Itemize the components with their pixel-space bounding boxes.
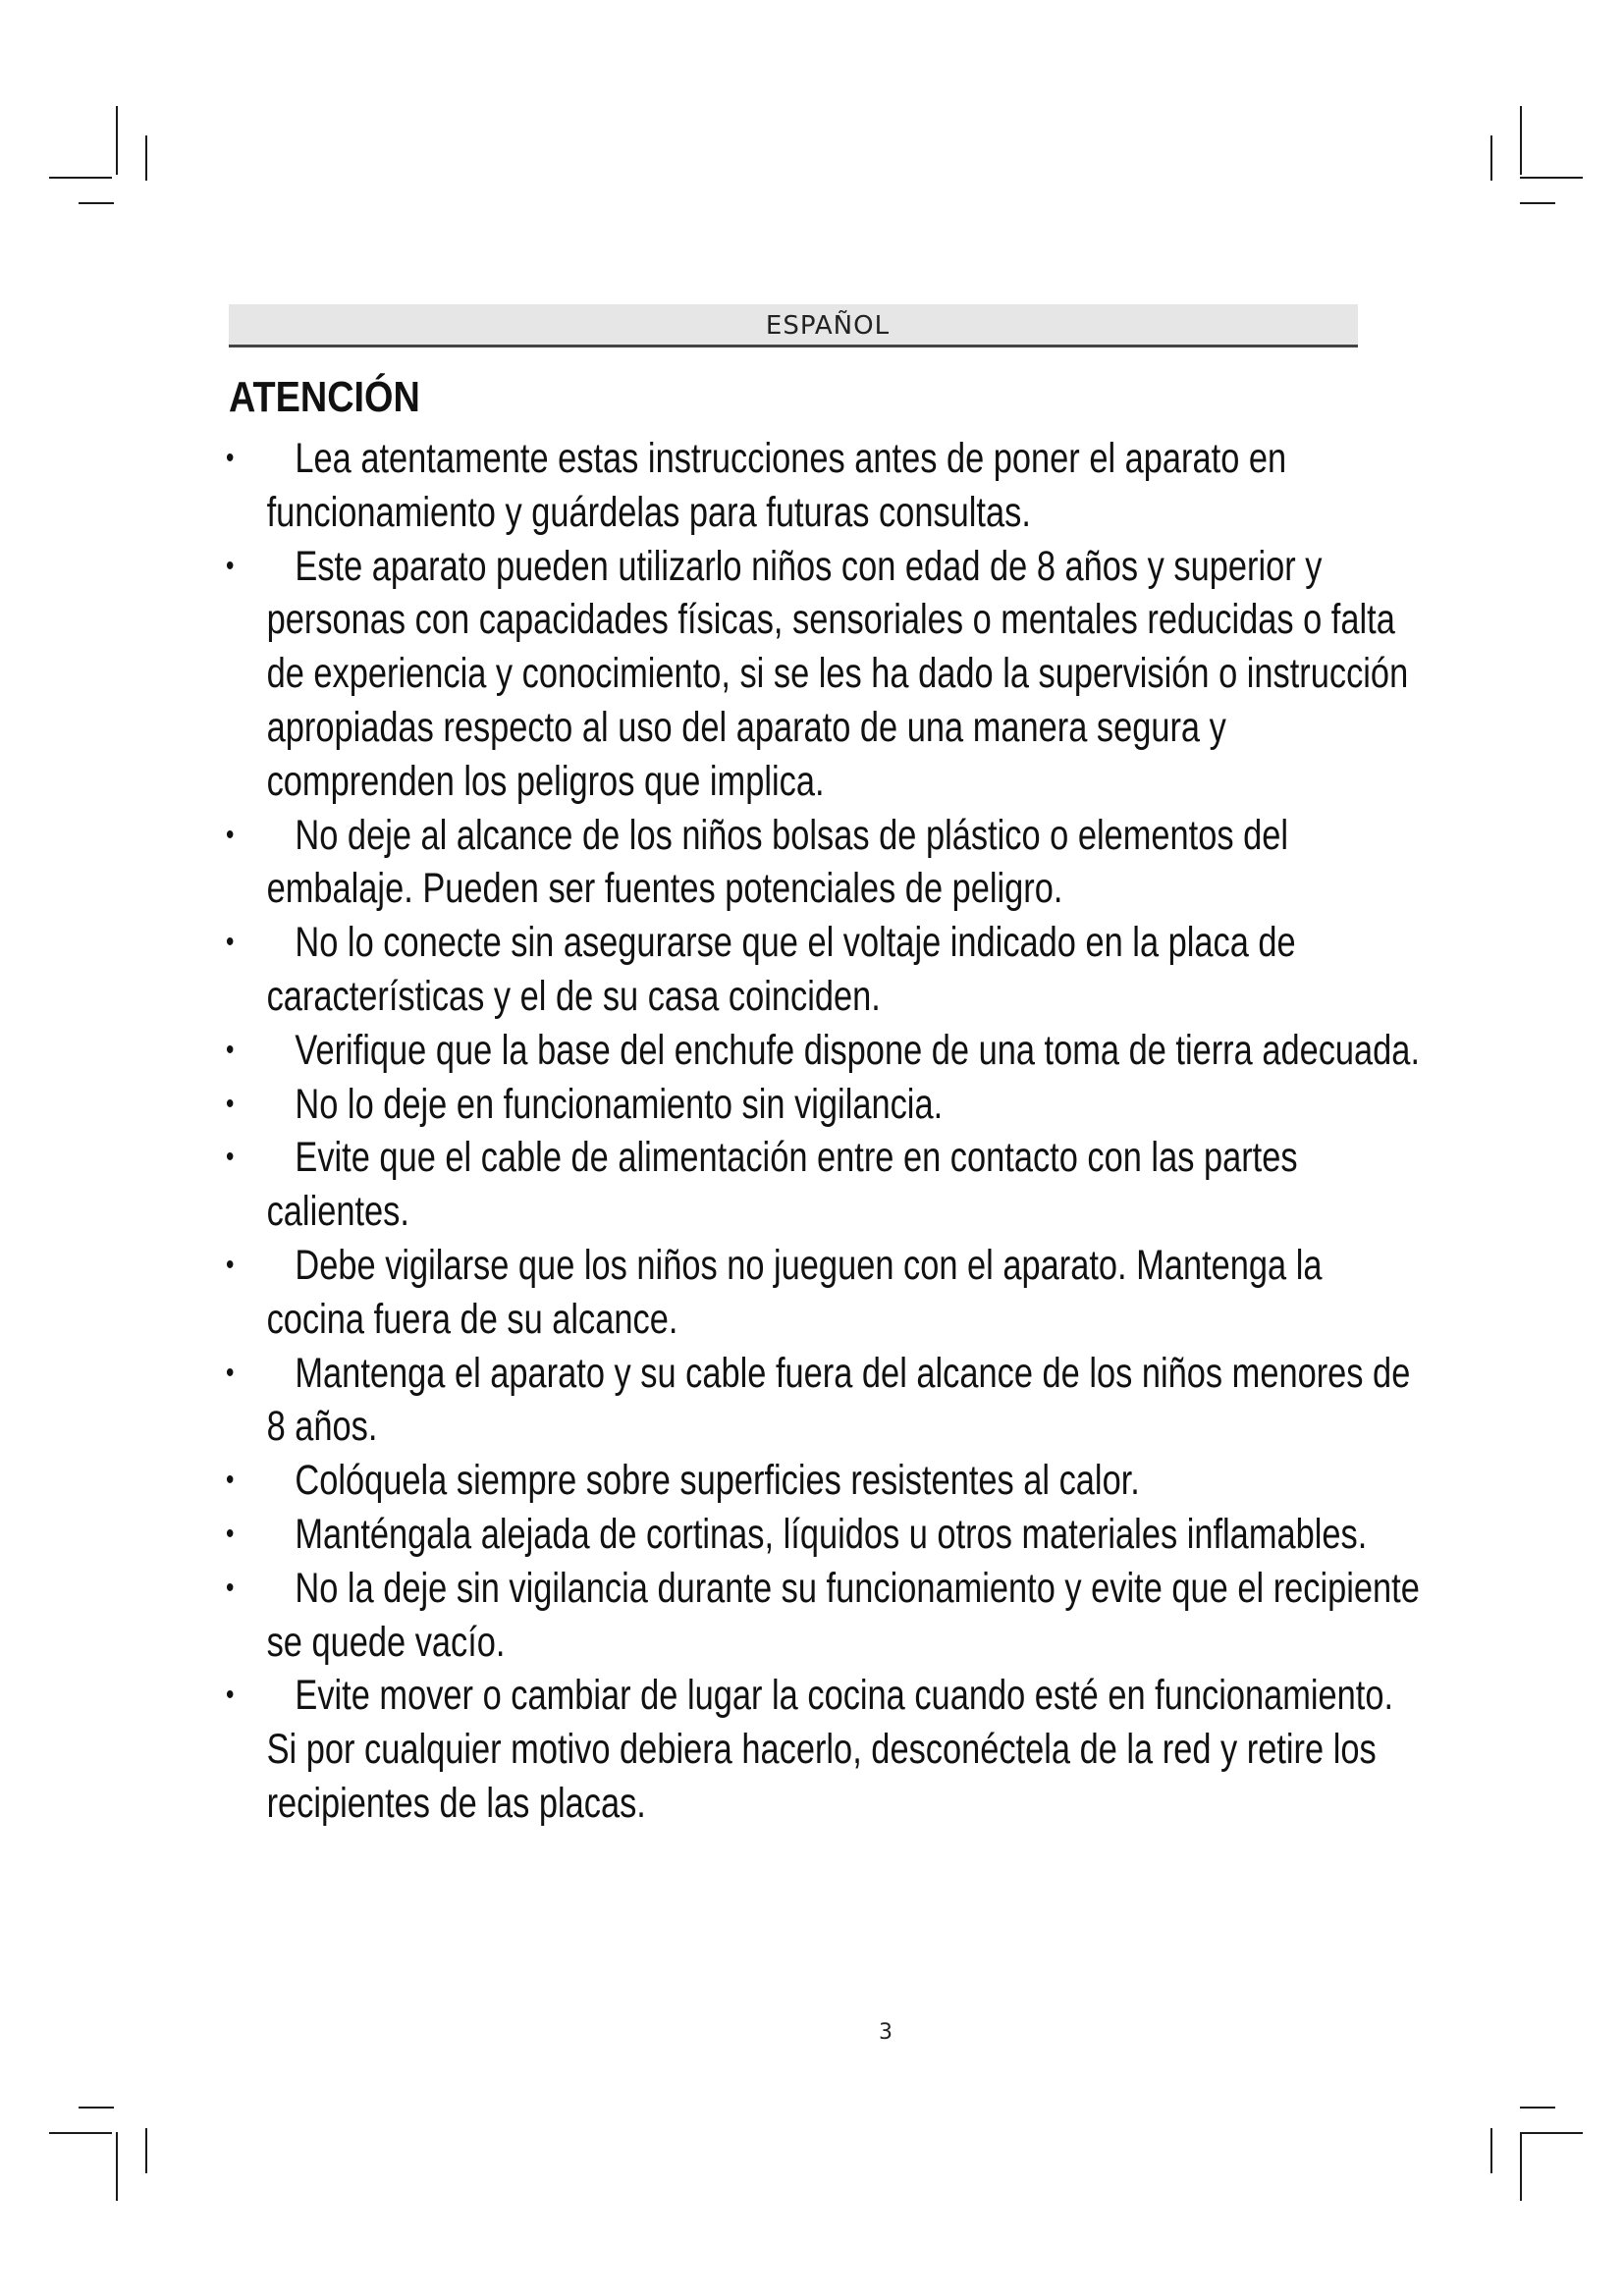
warning-item [226, 1562, 1422, 1670]
crop-mark [49, 177, 112, 179]
warning-item [226, 540, 1422, 809]
crop-mark [116, 106, 118, 175]
warning-text: No lo deje en funcionamiento sin vigilancia. [295, 1080, 944, 1128]
crop-mark [79, 2107, 114, 2109]
crop-mark [1520, 177, 1583, 179]
bullet-icon: • [226, 549, 235, 582]
bullet-icon: • [226, 818, 235, 851]
warning-text: Manténgala alejada de cortinas, líquidos u otros materiales inflamables. [295, 1510, 1368, 1558]
crop-mark [116, 2132, 118, 2201]
warning-item [226, 1347, 1422, 1455]
bullet-icon: • [226, 1464, 235, 1497]
crop-mark [1490, 135, 1492, 181]
language-label: ESPAÑOL [765, 311, 891, 341]
warning-text: Debe vigilarse que los niños no jueguen con el aparato. Mantenga la cocina fuera de su alcance. [266, 1241, 1323, 1343]
warning-item [226, 1239, 1422, 1347]
warning-text: Este aparato pueden utilizarlo niños con edad de 8 años y superior y personas con capacidades físicas, sensoriales o mentales reducidas o falta de experiencia y conocimiento, si se les ha dado la supervisión o instrucción apropiadas respecto al uso del aparato de una manera segura y comprenden los peligros que implica. [266, 542, 1409, 805]
warning-item [226, 1454, 1422, 1508]
crop-mark [49, 2132, 112, 2134]
warning-item [226, 432, 1422, 540]
warning-text: Evite mover o cambiar de lugar la cocina cuando esté en funcionamiento. Si por cualquier motivo debiera hacerlo, desconéctela de la red y retire los recipientes de las placas. [266, 1672, 1394, 1827]
warning-item [226, 1669, 1422, 1830]
crop-mark [1520, 106, 1522, 175]
crop-mark [145, 2128, 147, 2173]
bullet-icon: • [226, 1356, 235, 1389]
crop-mark [1520, 202, 1555, 204]
bullet-icon: • [226, 1248, 235, 1281]
bullet-icon: • [226, 442, 235, 474]
warning-text: No deje al alcance de los niños bolsas de plástico o elementos del embalaje. Pueden ser fuentes potenciales de peligro. [266, 811, 1289, 913]
crop-mark [1520, 2107, 1555, 2109]
warning-text: No lo conecte sin asegurarse que el voltaje indicado en la placa de características y el de su casa coinciden. [266, 919, 1296, 1020]
warning-item [226, 916, 1422, 1024]
warning-text: Colóquela siempre sobre superficies resistentes al calor. [295, 1457, 1140, 1505]
bullet-icon: • [226, 1141, 235, 1174]
warning-text: Verifique que la base del enchufe dispone de una toma de tierra adecuada. [295, 1026, 1420, 1074]
warning-text: Lea atentamente estas instrucciones antes de poner el aparato en funcionamiento y guárdelas para futuras consultas. [266, 435, 1287, 536]
bullet-icon: • [226, 926, 235, 959]
warning-item [226, 1508, 1422, 1562]
crop-mark [1520, 2132, 1522, 2201]
warning-item [226, 1078, 1422, 1132]
warning-item [226, 809, 1422, 917]
language-header-bar [229, 304, 1358, 347]
warnings-list [226, 432, 1420, 1831]
bullet-icon: • [226, 1087, 235, 1120]
crop-mark [79, 202, 114, 204]
section-title: ATENCIÓN [229, 373, 420, 421]
bullet-icon: • [226, 1517, 235, 1550]
bullet-icon: • [226, 1033, 235, 1066]
warning-text: No la deje sin vigilancia durante su funcionamiento y evite que el recipiente se quede vacío. [266, 1564, 1420, 1666]
warning-item [226, 1131, 1422, 1239]
crop-mark [145, 135, 147, 181]
bullet-icon: • [226, 1571, 235, 1604]
warning-text: Mantenga el aparato y su cable fuera del alcance de los niños menores de 8 años. [266, 1349, 1411, 1451]
crop-mark [1520, 2132, 1583, 2134]
warning-item [226, 1024, 1422, 1078]
page-number: 3 [879, 2020, 893, 2045]
crop-mark [1490, 2128, 1492, 2173]
warning-text: Evite que el cable de alimentación entre en contacto con las partes calientes. [266, 1134, 1298, 1236]
bullet-icon: • [226, 1679, 235, 1712]
